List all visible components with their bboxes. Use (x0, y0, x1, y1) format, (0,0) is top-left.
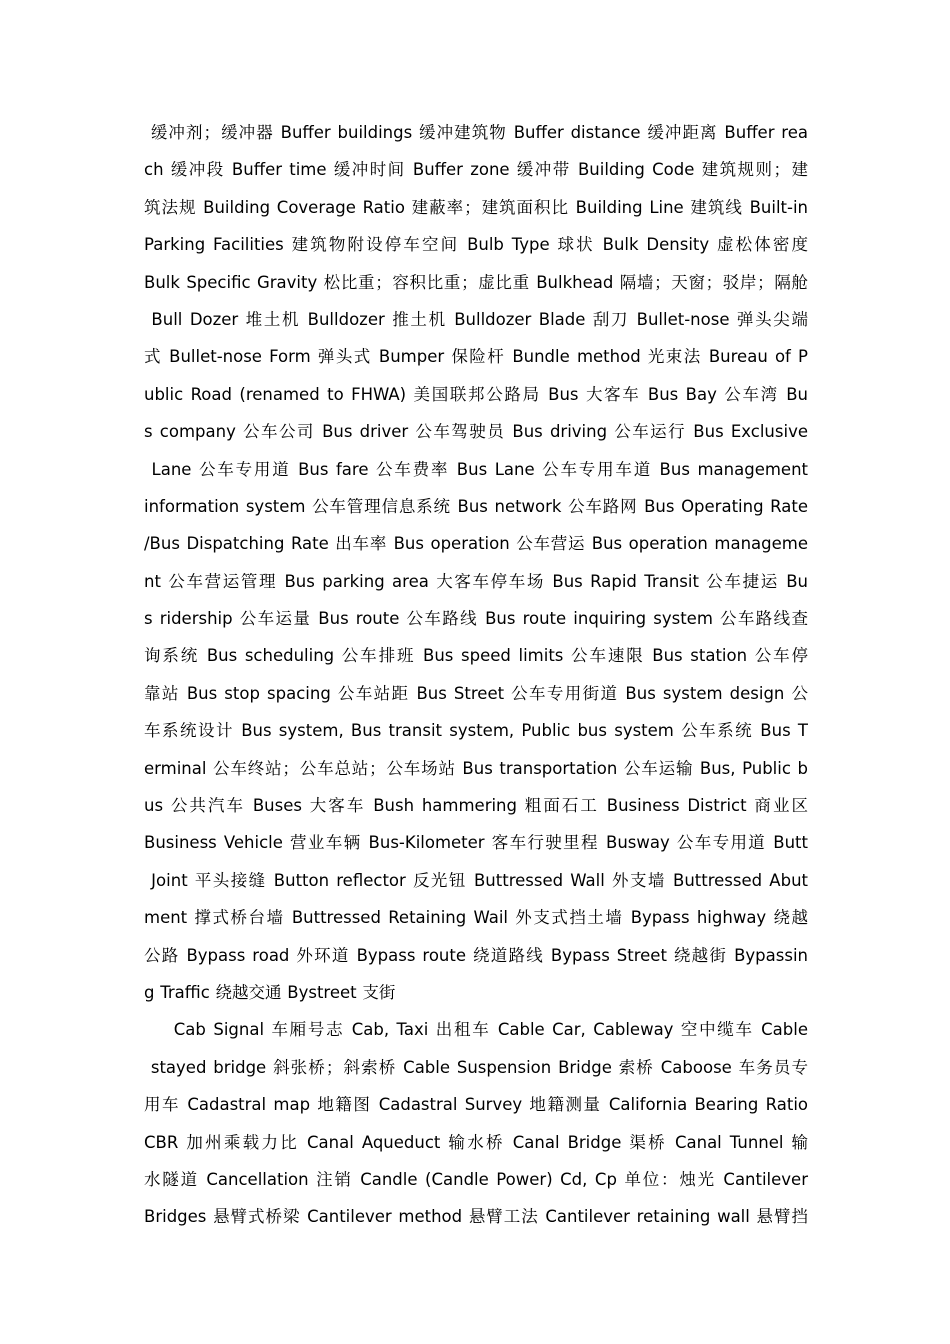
text-line: us 公共汽车 Buses 大客车 Bush hammering 粗面石工 Business District 商业区 (144, 796, 808, 816)
text-line: 缓冲剂；缓冲器 Buffer buildings 缓冲建筑物 Buffer distance 缓冲距离 Buffer rea (144, 123, 808, 142)
text-line: nt 公车营运管理 Bus parking area 大客车停车场 Bus Rapid Transit 公车捷运 Bu (144, 571, 808, 591)
text-line: ch 缓冲段 Buffer time 缓冲时间 Buffer zone 缓冲带 Building Code 建筑规则；建 (144, 160, 808, 180)
text-line: erminal 公车终站；公车总站；公车场站 Bus transportation 公车运输 Bus, Public b (144, 758, 808, 778)
text-line: 水隧道 Cancellation 注销 Candle (Candle Power) Cd, Cp 单位：烛光 Cantilever (144, 1169, 808, 1189)
text-line: Lane 公车专用道 Bus fare 公车费率 Bus Lane 公车专用车道 Bus management (144, 459, 808, 479)
text-line: CBR 加州乘载力比 Canal Aqueduct 输水桥 Canal Bridge 渠桥 Canal Tunnel 输 (144, 1132, 808, 1152)
text-line: 式 Bullet-nose Form 弹头式 Bumper 保险杆 Bundle method 光束法 Bureau of P (144, 347, 808, 367)
text-line: Parking Facilities 建筑物附设停车空间 Bulb Type 球状 Bulk Density 虚松体密度 (144, 235, 808, 255)
text-line: s company 公车公司 Bus driver 公车驾驶员 Bus driving 公车运行 Bus Exclusive (144, 422, 808, 442)
text-line: 靠站 Bus stop spacing 公车站距 Bus Street 公车专用街道 Bus system design 公 (144, 683, 808, 703)
text-line: /Bus Dispatching Rate 出车率 Bus operation 公车营运 Bus operation manageme (144, 534, 808, 554)
text-line: Business Vehicle 营业车辆 Bus-Kilometer 客车行驶里程 Busway 公车专用道 Butt (144, 833, 808, 853)
text-line: 询系统 Bus scheduling 公车排班 Bus speed limits 公车速限 Bus station 公车停 (144, 646, 808, 666)
text-line: Cab Signal 车厢号志 Cab, Taxi 出租车 Cable Car, Cableway 空中缆车 Cable (144, 1020, 808, 1040)
text-line: 用车 Cadastral map 地籍图 Cadastral Survey 地籍测量 California Bearing Ratio (144, 1095, 808, 1115)
text-line: Bridges 悬臂式桥梁 Cantilever method 悬臂工法 Cantilever retaining wall 悬臂挡 (144, 1207, 808, 1227)
text-line: Bulk Specific Gravity 松比重；容积比重；虚比重 Bulkhead 隔墙；天窗；驳岸；隔舱 (144, 272, 808, 292)
text-line: 车系统设计 Bus system, Bus transit system, Public bus system 公车系统 Bus T (144, 721, 808, 741)
text-line: 公路 Bypass road 外环道 Bypass route 绕道路线 Bypass Street 绕越街 Bypassin (144, 945, 808, 965)
text-line: ublic Road (renamed to FHWA) 美国联邦公路局 Bus 大客车 Bus Bay 公车湾 Bu (144, 384, 808, 404)
text-line: Bull Dozer 堆土机 Bulldozer 推土机 Bulldozer Blade 刮刀 Bullet-nose 弹头尖端 (144, 309, 808, 329)
text-line: stayed bridge 斜张桥；斜索桥 Cable Suspension Bridge 索桥 Caboose 车务员专 (144, 1057, 808, 1077)
text-line: s ridership 公车运量 Bus route 公车路线 Bus route inquiring system 公车路线查 (144, 609, 808, 629)
text-line: Joint 平头接缝 Button reflector 反光钮 Buttressed Wall 外支墙 Buttressed Abut (144, 870, 808, 890)
text-line: g Traffic 绕越交通 Bystreet 支街 (144, 982, 396, 1002)
text-line: ment 撑式桥台墙 Buttressed Retaining Wail 外支式挡土墙 Bypass highway 绕越 (144, 908, 808, 928)
glossary-text (144, 114, 808, 1236)
text-line: 筑法规 Building Coverage Ratio 建蔽率；建筑面积比 Building Line 建筑线 Built-in (144, 197, 808, 217)
text-line: information system 公车管理信息系统 Bus network 公车路网 Bus Operating Rate (144, 496, 808, 516)
